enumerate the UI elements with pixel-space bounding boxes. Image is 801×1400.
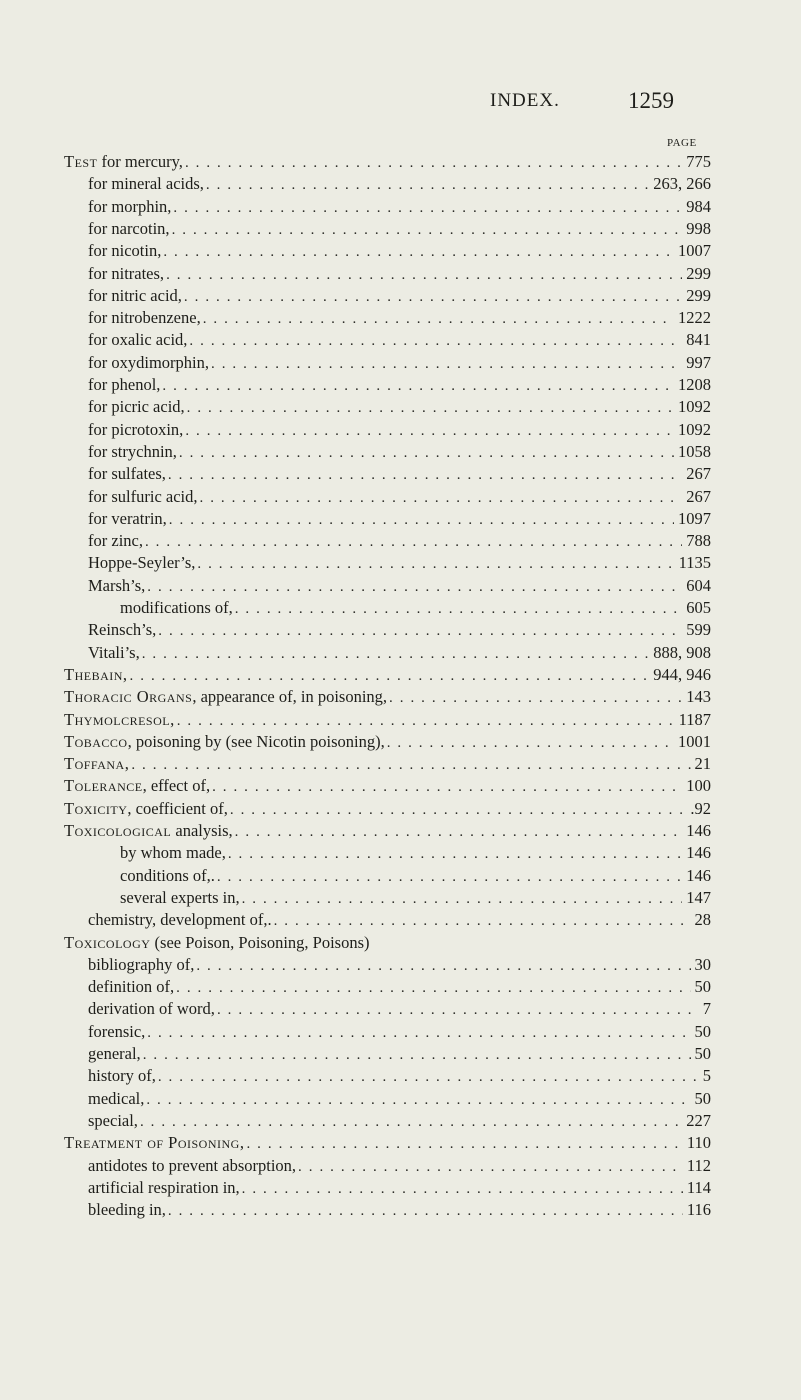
- index-entry: for narcotin, . . . 998: [88, 219, 711, 241]
- index-entry: for strychnin, . . . 1058: [88, 442, 711, 464]
- index-entry: artificial respiration in, . . . 114: [88, 1178, 711, 1200]
- index-entry: Toffana, . . . 21: [64, 754, 711, 776]
- index-entry: for sulfates, . . . 267: [88, 464, 711, 486]
- index-entry-heading: Toxicology (see Poison, Poisoning, Poisons): [64, 932, 370, 952]
- running-head-title: INDEX.: [490, 90, 560, 111]
- page-number: 1259: [628, 88, 674, 113]
- index-entry: for nitric acid, . . . 299: [88, 286, 711, 308]
- index-entry: for mineral acids, . . . 263, 266: [88, 174, 711, 196]
- index-entry: Reinsch’s, . . . 599: [88, 620, 711, 642]
- index-entry: special, . . . 227: [88, 1111, 711, 1133]
- index-entry: Treatment of Poisoning, . . . 110: [64, 1133, 711, 1155]
- index-entry: for sulfuric acid, . . . 267: [88, 487, 711, 509]
- index-entry: for zinc, . . . 788: [88, 531, 711, 553]
- index-entry: Thoracic Organs, appearance of, in poisoning, . . . 143: [64, 687, 711, 709]
- index-entry: for nitrobenzene, . . . 1222: [88, 308, 711, 330]
- index-entry: Tolerance, effect of, . . . 100: [64, 776, 711, 798]
- index-entry: Tobacco, poisoning by (see Nicotin poisoning), . . . 1001: [64, 732, 711, 754]
- index-entry: bleeding in, . . . 116: [88, 1200, 711, 1222]
- page-column-label: PAGE: [667, 137, 697, 149]
- index-entry: Test for mercury, . . . 775: [64, 152, 711, 174]
- index-entry: for picric acid, . . . 1092: [88, 397, 711, 419]
- index-entry: modifications of, . . . 605: [120, 598, 711, 620]
- index-entry: conditions of,. . . . 146: [120, 866, 711, 888]
- index-entry: by whom made, . . . 146: [120, 843, 711, 865]
- index-entry: Toxicity, coefficient of, . . . .92: [64, 799, 711, 821]
- index-entry: for oxalic acid, . . . 841: [88, 330, 711, 352]
- index-entry: for phenol, . . . 1208: [88, 375, 711, 397]
- index-entry: definition of, . . . 50: [88, 977, 711, 999]
- index-entry: for morphin, . . . 984: [88, 197, 711, 219]
- index-entry: chemistry, development of,. . . . 28: [88, 910, 711, 932]
- index-entry: history of, . . . 5: [88, 1066, 711, 1088]
- index-entry: for veratrin, . . . 1097: [88, 509, 711, 531]
- index-entry: antidotes to prevent absorption, . . . 112: [88, 1156, 711, 1178]
- index-entry: for picrotoxin, . . . 1092: [88, 420, 711, 442]
- index-entry: for nitrates, . . . 299: [88, 264, 711, 286]
- index-entry: Thymolcresol, . . . 1187: [64, 710, 711, 732]
- index-entry: Toxicological analysis, . . . 146: [64, 821, 711, 843]
- index-entry: bibliography of, . . . 30: [88, 955, 711, 977]
- index-entry: medical, . . . 50: [88, 1089, 711, 1111]
- running-head: [0, 88, 801, 120]
- index-entry: Marsh’s, . . . 604: [88, 576, 711, 598]
- index-entry: Vitali’s, . . . 888, 908: [88, 643, 711, 665]
- index-entry: general, . . . 50: [88, 1044, 711, 1066]
- index-entry: Hoppe-Seyler’s, . . . 1135: [88, 553, 711, 575]
- index-entry: for oxydimorphin, . . . 997: [88, 353, 711, 375]
- index-entry: several experts in, . . . 147: [120, 888, 711, 910]
- index-entry: forensic, . . . 50: [88, 1022, 711, 1044]
- index-entry: for nicotin, . . . 1007: [88, 241, 711, 263]
- index-entry: derivation of word, . . . 7: [88, 999, 711, 1021]
- index-entry: Thebain, . . . 944, 946: [64, 665, 711, 687]
